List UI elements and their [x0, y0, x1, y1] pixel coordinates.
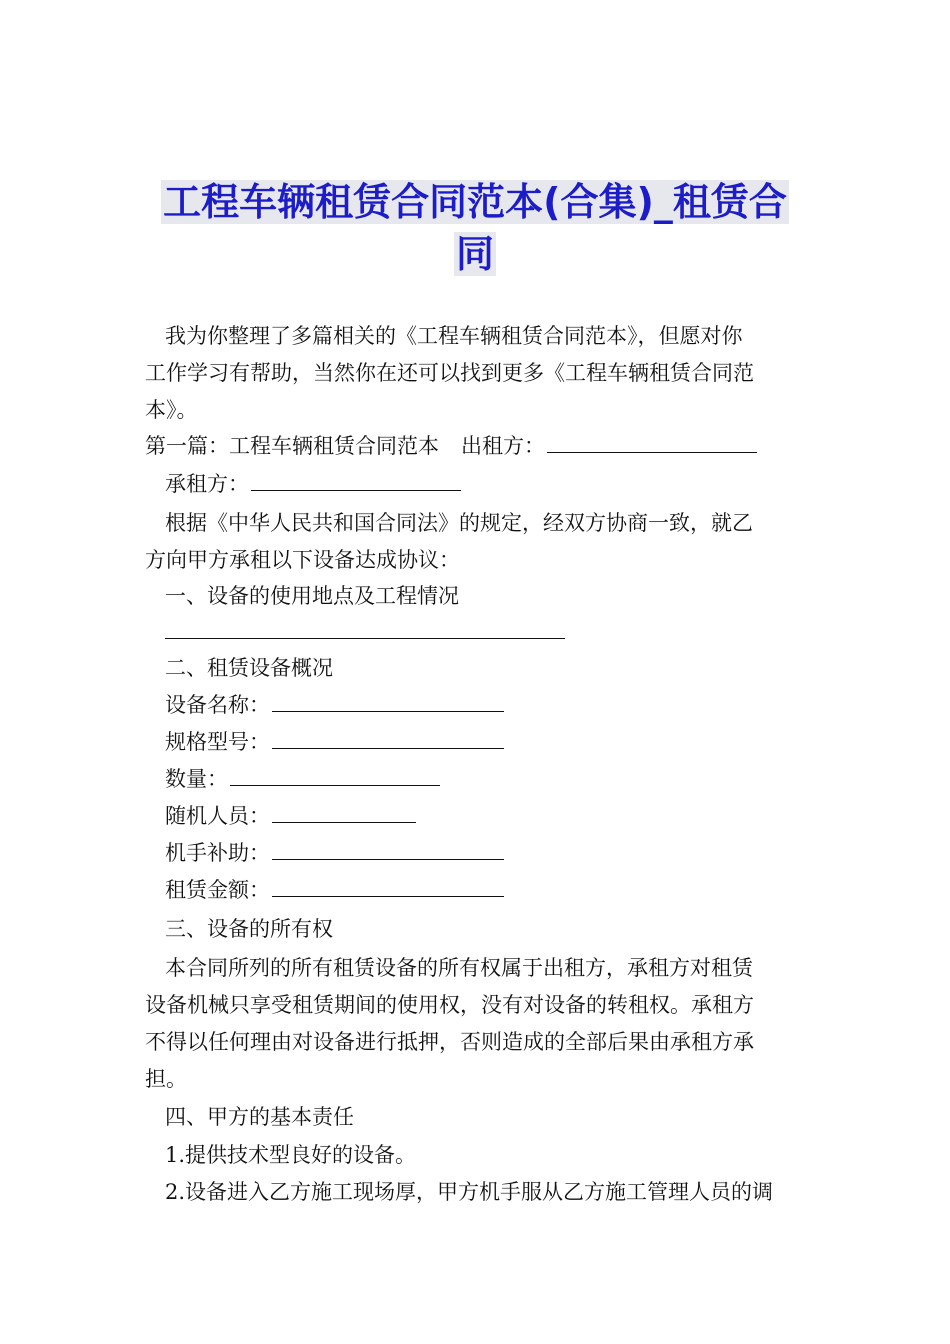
- lessee-line: [165, 466, 830, 503]
- intro-line-3: 本》。: [145, 398, 198, 422]
- model-label: 规格型号：: [165, 730, 270, 754]
- intro-line-2: 工作学习有帮助，当然你在还可以找到更多《工程车辆租赁合同范: [145, 361, 754, 385]
- preamble-line-1: 根据《中华人民共和国合同法》的规定，经双方协商一致，就乙: [165, 511, 753, 535]
- intro-line-1: 我为你整理了多篇相关的《工程车辆租赁合同范本》，但愿对你: [165, 324, 743, 348]
- ownership-line-2: 设备机械只享受租赁期间的使用权，没有对设备的转租权。承租方: [145, 993, 754, 1017]
- field-quantity: [165, 761, 830, 798]
- section-1-blank-line: [165, 614, 830, 651]
- model-blank: [272, 747, 504, 749]
- ownership-line-4: 担。: [145, 1067, 187, 1091]
- document-title-line-1: 工程车辆租赁合同范本(合集)_租赁合: [163, 180, 787, 224]
- ownership-line-1: 本合同所列的所有租赁设备的所有权属于出租方，承租方对租赁: [165, 956, 753, 980]
- quantity-label: 数量：: [165, 767, 228, 791]
- rental-amount-label: 租赁金额：: [165, 878, 270, 902]
- section-3-heading: 三、设备的所有权: [165, 917, 333, 941]
- field-equipment-name: [165, 687, 830, 724]
- section-4-heading: 四、甲方的基本责任: [165, 1105, 354, 1129]
- operator-subsidy-blank: [272, 858, 504, 860]
- staff-label: 随机人员：: [165, 804, 270, 828]
- duty-item-1: 1.提供技术型良好的设备。: [165, 1143, 417, 1167]
- equipment-name-blank: [272, 710, 504, 712]
- field-rental-amount: [165, 872, 830, 909]
- chapter1-heading-line: [145, 428, 810, 465]
- document-title-line-2: 同: [455, 232, 494, 276]
- ownership-line-3: 不得以任何理由对设备进行抵押，否则造成的全部后果由承租方承: [145, 1030, 754, 1054]
- quantity-blank: [230, 784, 440, 786]
- chapter1-heading: 第一篇：工程车辆租赁合同范本: [145, 434, 439, 458]
- lessor-label: 出租方：: [461, 434, 545, 458]
- field-model: [165, 724, 830, 761]
- section-2-heading: 二、租赁设备概况: [165, 656, 333, 680]
- lessee-blank: [251, 489, 461, 491]
- field-operator-subsidy: [165, 835, 830, 872]
- lessee-label: 承租方：: [165, 472, 249, 496]
- field-staff: [165, 798, 830, 835]
- section-1-heading: 一、设备的使用地点及工程情况: [165, 584, 459, 608]
- preamble-line-2: 方向甲方承租以下设备达成协议：: [145, 548, 460, 572]
- operator-subsidy-label: 机手补助：: [165, 841, 270, 865]
- staff-blank: [272, 821, 416, 823]
- rental-amount-blank: [272, 895, 504, 897]
- lessor-blank: [547, 451, 757, 453]
- equipment-name-label: 设备名称：: [165, 693, 270, 717]
- duty-item-2: 2.设备进入乙方施工现场厚，甲方机手服从乙方施工管理人员的调: [165, 1180, 774, 1204]
- location-blank: [165, 637, 565, 639]
